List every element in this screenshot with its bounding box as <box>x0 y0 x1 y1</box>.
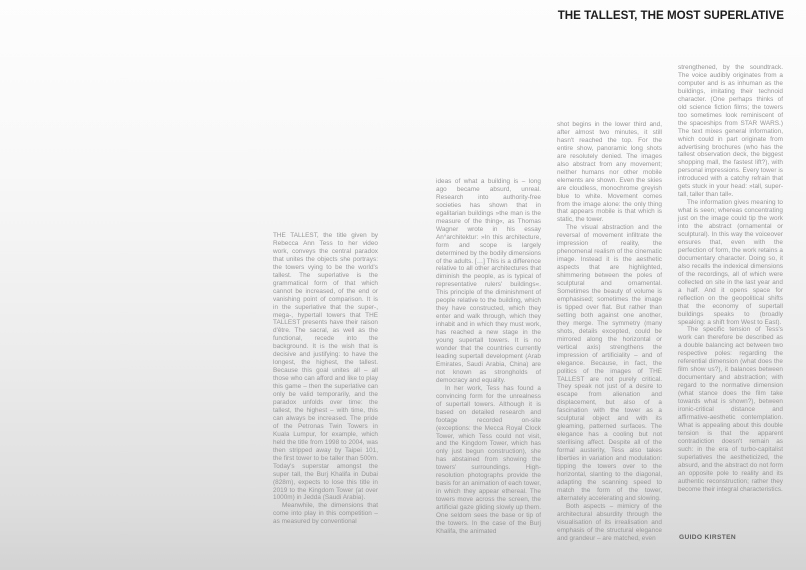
paragraph: shot begins in the lower third and, after almost two minutes, it still hasn't reached the top. For the entire show, panoramic long shots are resolutely denied. The images also abstract from any movement; neither humans nor other mobile elements are shown. Even the skies are cloudless, monochrome greyish blue to white. Movement comes from the image alone: the only thing that appears mobile is that which is static, the tower. <box>557 121 662 224</box>
paragraph: In her work, Tess has found a convincing form for the unrealness of supertall towers. Although it is based on detailed research and footage recorded on-site (exceptions: the Mecca Royal Clock Tower, which Tess could not visit, and the Kingdom Tower, which has only just begun construction), she has abstained from showing the towers' surroundings. High-resolution photographs provide the basis for an animation of each tower, in which they appear ethereal. The towers move across the screen, the artificial gaze gliding slowly up them. One seldom sees the base or tip of the towers. In the case of the Burj Khalifa, the animated <box>436 384 541 535</box>
paragraph: The information gives meaning to what is seen; whereas concentrating just on the image could tip the work into the abstract (ornamental or sculptural). In this way the voiceover ensures that, even with the perfection of form, the work retains a documentary character. Doing so, it also recalls the indexical dimensions of the recordings, all of which were collected on site in the last year and a half. And it opens space for reflection on the geopolitical shifts that the economy of supertall buildings speaks to (broadly speaking: a shift from West to East). <box>678 199 783 326</box>
article-title: THE TALLEST, THE MOST SUPERLATIVE <box>557 9 784 22</box>
text-column-1 <box>273 232 378 526</box>
text-column-2 <box>436 178 541 536</box>
paragraph: Both aspects – mimicry of the architectural absurdity through the visualisation of its irrealisation and emphasis of the structural elegance and grandeur – are matched, even <box>557 502 662 542</box>
text-column-3 <box>557 121 662 543</box>
text-column-4 <box>678 64 783 493</box>
author-credit: GUIDO KIRSTEN <box>679 534 736 541</box>
paragraph: THE TALLEST, the title given by Rebecca Ann Tess to her video work, conveys the central paradox that unites the objects she portrays: the towers vying to be the world's tallest. The superlative is the grammatical form of that which cannot be increased, of the end or vanishing point of comparison. It is in the superlative that the super-, mega-, hypertall towers that THE TALLEST presents have their raison d'être. The sacral, as well as the functional, recede into the background. It is the wish that is decisive and justifying: to have the longest, the highest, the tallest. Because this goal unites all – all those who can afford and like to play this game – then the superlative can only be valid temporarily, and the paradox unfolds over time: the tallest, the highest – with time, this can always be increased. The pride of the Petronas Twin Towers in Kuala Lumpur, for example, which held the title from 1998 to 2004, was then stripped away by Taipei 101, the first tower to be taller than 500m. Today's superstar amongst the super tall, the Burj Khalifa in Dubai (828m), expects to lose this title in 2019 to the Kingdom Tower (at over 1000m) in Jedda (Saudi Arabia). <box>273 232 378 502</box>
paragraph: ideas of what a building is – long ago became absurd, unreal. Research into authority-free societies has shown that in egalitarian buildings »the man is the measure of the thing«, as Thomas Wagner wrote in his essay An°architektur: »In this architecture, form and scope is largely determined by the bodily dimensions of the adults. […] This is a difference relative to all other architectures that diminish the people, as is typical of representative rulers' buildings«. This principle of the diminishment of people relative to the building, which they have constructed, which they enter and walk through, which they inhabit and in which they must work, has reached a new stage in the young supertall towers. It is no wonder that the countries currently leading supertall development (Arab Emirates, Saudi Arabia, China) are not known as strongholds of democracy and equality. <box>436 178 541 384</box>
paragraph: The specific tension of Tess's work can therefore be described as a double balancing act between two respective poles: regarding the referential dimension (what does the film show us?), it balances between documentary and abstraction; with regard to the normative dimension (what stance does the film take towards what is shown?), between ironic-critical distance and affirmative-aesthetic contemplation. What is appealing about this double tension is that the apparent contradiction doesn't remain as such: in the era of turbo-capitalist superlatives the aestheticized, the absurd, and the abstract do not form an opposite pole to reality and its authentic reconstruction; rather they become their integral characteristics. <box>678 326 783 493</box>
paragraph: Meanwhile, the dimensions that come into play in this competition – as measured by conventional <box>273 502 378 526</box>
paragraph: The visual abstraction and the reversal of movement infiltrate the impression of reality, the phenomenal realism of the cinematic image. Instead it is the aesthetic aspects that are highlighted, shimmering between the poles of sculptural and ornamental. Sometimes the beauty of volume is emphasised; sometimes the image is tipped over flat. But rather than setting both against one another, they merge. The symmetry (many shots, details excepted, could be mirrored along the horizontal or vertical axis) strengthens the impression of artificiality – and of elegance. Because, in fact, the politics of the images of THE TALLEST are not purely critical. They speak not just of a desire to escape from alienation and displacement, but also of a fascination with the tower as a sculptural object and with its gleaming, patterned surfaces. The elegance has a cooling but not sterilising affect. Despite all of the formal austerity, Tess also takes liberties in variation and modulation: tipping the towers over to the horizontal, slanting to the diagonal, adapting the scanning speed to match the form of the tower, alternately accelerating and slowing. <box>557 224 662 502</box>
paragraph: strengthened, by the soundtrack. The voice audibly originates from a computer and is as inhuman as the buildings, imitating their technoid character. (One perhaps thinks of old science fiction films; the towers too sometimes look reminiscent of the spaceships from STAR WARS.) The text mixes general information, which could in part originate from advertising brochures (who has the tallest observation deck, the biggest shopping mall, the fastest lift?), with personal impressions. Every tower is introduced with a catchy refrain that gets stuck in your head: »tall, super-tall, taller than tall«. <box>678 64 783 199</box>
